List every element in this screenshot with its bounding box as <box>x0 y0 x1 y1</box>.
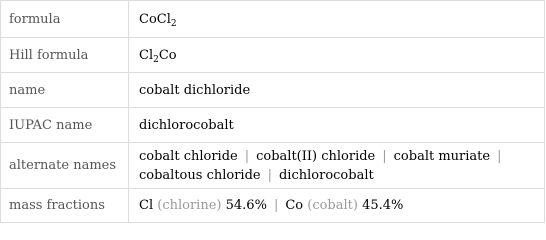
alternate-name: dichlorocobalt <box>278 167 374 183</box>
row-label: IUPAC name <box>1 108 129 142</box>
alternate-name: cobalt(II) chloride <box>256 148 376 164</box>
row-label: formula <box>1 1 129 37</box>
hill-formula-value <box>129 38 544 72</box>
formula-base: CoCl <box>139 11 171 27</box>
alternate-name: cobalt muriate <box>393 148 491 164</box>
row-label: Hill formula <box>1 38 129 72</box>
row-label: name <box>1 73 129 107</box>
alternate-name: cobaltous chloride <box>139 167 261 183</box>
mass-fraction: 54.6% <box>225 198 267 213</box>
element-name: (cobalt) <box>307 198 358 213</box>
separator: | <box>273 198 279 213</box>
alternate-names-line-2 <box>139 166 544 185</box>
element-name: (chlorine) <box>157 198 222 213</box>
table-row-iupac-name <box>1 107 544 142</box>
separator: | <box>244 148 250 164</box>
hill-formula-base-2: Co <box>158 47 177 63</box>
formula-subscript: 2 <box>170 18 177 29</box>
row-label: alternate names <box>1 143 129 188</box>
formula-value <box>129 1 544 37</box>
separator: | <box>497 148 502 164</box>
alternate-name: cobalt chloride <box>139 148 238 164</box>
table-row-formula <box>1 1 544 37</box>
alternate-names-line-1 <box>139 147 544 166</box>
separator: | <box>267 167 272 183</box>
element-symbol: Cl <box>139 198 154 213</box>
alternate-names-value <box>129 143 544 188</box>
iupac-name-value: dichlorocobalt <box>139 117 234 133</box>
name-value: cobalt dichloride <box>139 82 251 98</box>
row-label: mass fractions <box>1 189 129 222</box>
separator: | <box>382 148 387 164</box>
mass-fractions-value <box>129 189 544 222</box>
table-row-alternate-names <box>1 142 544 188</box>
table-row-hill-formula <box>1 37 544 72</box>
element-symbol: Co <box>285 198 304 213</box>
hill-formula-subscript: 2 <box>153 54 159 65</box>
table-row-name <box>1 72 544 107</box>
hill-formula-base: Cl <box>139 47 154 63</box>
table-row-mass-fractions <box>1 188 544 222</box>
mass-fraction: 45.4% <box>362 198 404 213</box>
